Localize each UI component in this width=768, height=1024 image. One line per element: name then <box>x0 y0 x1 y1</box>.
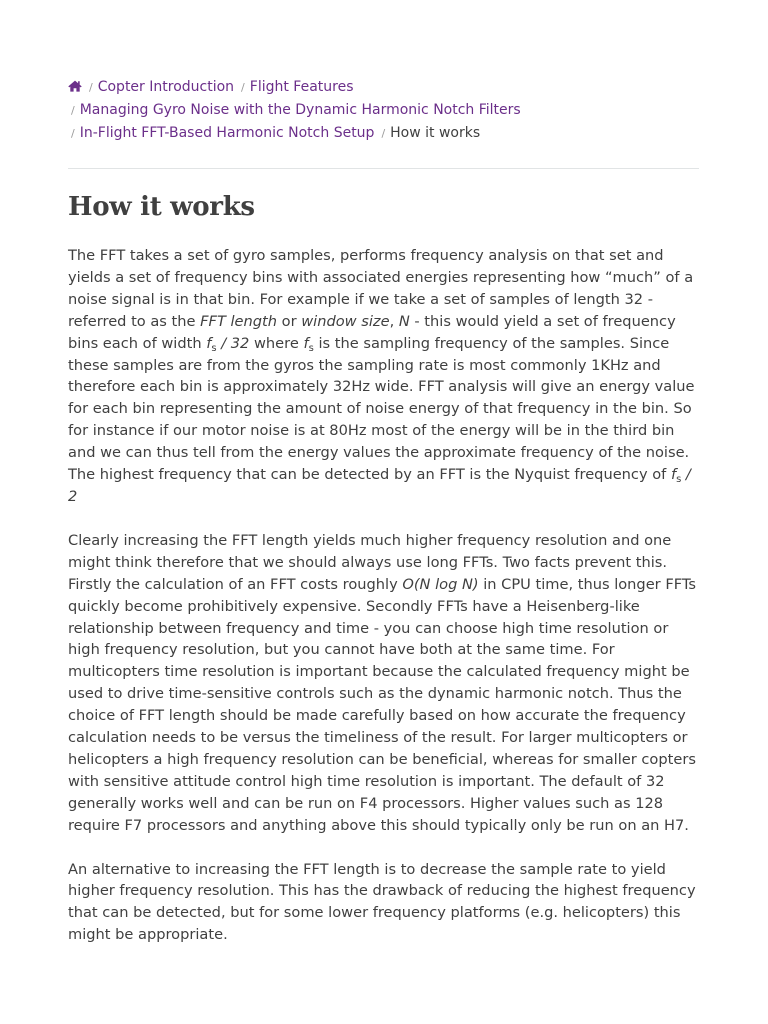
breadcrumb-line-2 <box>68 99 699 122</box>
main-content <box>68 76 699 968</box>
breadcrumb-line-1 <box>68 76 699 99</box>
home-icon <box>68 80 82 92</box>
breadcrumb-line-3 <box>68 122 699 145</box>
page-title: How it works <box>68 192 255 222</box>
breadcrumb-separator: / <box>71 127 75 140</box>
breadcrumb-copter-introduction[interactable]: Copter Introduction <box>97 79 235 95</box>
breadcrumb-separator: / <box>241 81 245 94</box>
home-link[interactable] <box>68 79 82 95</box>
breadcrumb-separator: / <box>89 81 93 94</box>
paragraph-fft-length: Clearly increasing the FFT length yields much higher frequency resolution and one might think therefore that we should always use long FFTs. Two facts prevent this. Firstly the calculation of an FFT costs roughly O(N log N) in CPU time, thus longer FFTs quickly become prohibitively expensive. Secondly FFTs have a Heisenberg-like relationship between frequency and time - you can choose high time resolution or high frequency resolution, but you cannot have both at the same time. For multicopters time resolution is important because the calculated frequency might be used to drive time-sensitive controls such as the dynamic harmonic notch. Thus the choice of FFT length should be made carefully based on how accurate the frequency calculation needs to be versus the timeliness of the result. For larger multicopters or helicopters a high frequency resolution can be beneficial, whereas for smaller copters with sensitive attitude control high time resolution is important. The default of 32 generally works well and can be run on F4 processors. Higher values such as 128 require F7 processors and anything above this should typically only be run on an H7. <box>68 531 696 834</box>
breadcrumb <box>68 76 699 169</box>
paragraph-fft-overview: The FFT takes a set of gyro samples, performs frequency analysis on that set and yields a set of frequency bins with associated energies representing how “much” of a noise signal is in that bin. For example if we take a set of samples of length 32 - referred to as the FFT length or window size, N - this would yield a set of frequency bins each of width $f_s / 32$ where $f_s$ is the sampling frequency of the samples. Since these samples are from the gyros the sampling rate is most commonly 1KHz and therefore each bin is approximately 32Hz wide. FFT analysis will give an energy value for each bin representing the amount of noise energy of that frequency in the bin. So for instance if our motor noise is at 80Hz most of the energy will be in the third bin and we can thus tell from the energy values the approximate frequency of the noise. The highest frequency that can be detected by an FFT is the Nyquist frequency of $f_s / 2$ <box>68 247 695 505</box>
breadcrumb-managing-gyro-noise[interactable]: Managing Gyro Noise with the Dynamic Harmonic Notch Filters <box>79 102 521 118</box>
paragraph-sample-rate: An alternative to increasing the FFT length is to decrease the sample rate to yield higher frequency resolution. This has the drawback of reducing the highest frequency that can be detected, but for some lower frequency platforms (e.g. helicopters) this might be appropriate. <box>68 860 696 944</box>
breadcrumb-separator: / <box>71 104 75 117</box>
breadcrumb-in-flight-fft-setup[interactable]: In-Flight FFT-Based Harmonic Notch Setup <box>79 125 375 141</box>
breadcrumb-flight-features[interactable]: Flight Features <box>249 79 354 95</box>
breadcrumb-current: How it works <box>390 125 481 141</box>
breadcrumb-separator: / <box>381 127 386 140</box>
